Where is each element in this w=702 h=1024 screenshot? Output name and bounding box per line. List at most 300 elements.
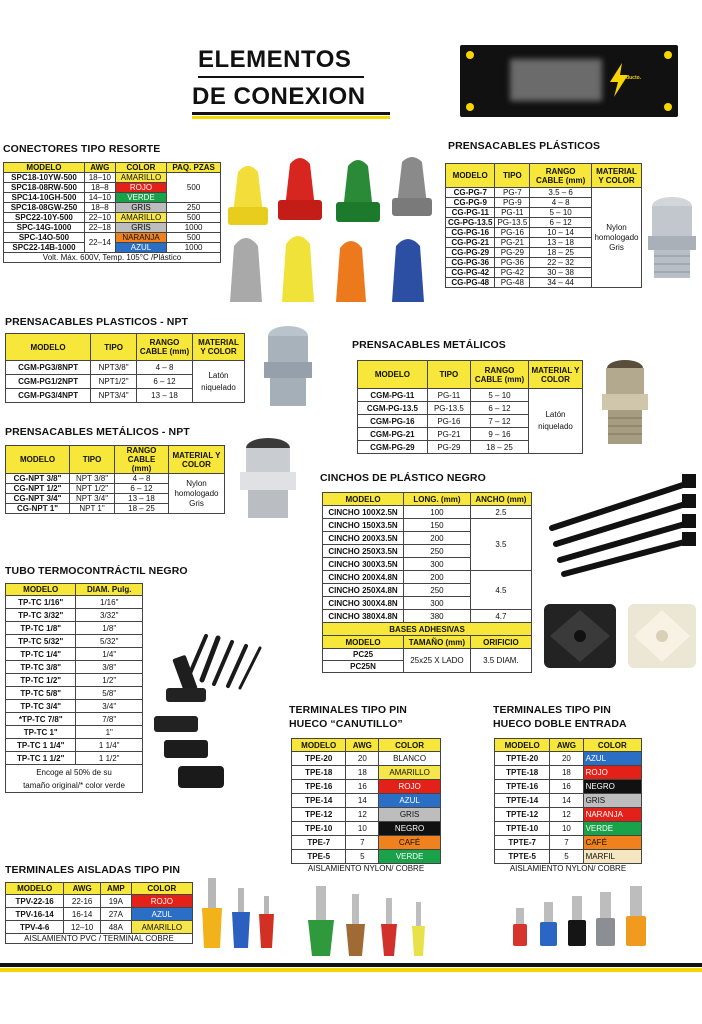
- table-cell: NPT3/8": [91, 361, 137, 375]
- table-cell: 1 1/2": [76, 752, 143, 765]
- table-row: [4, 203, 221, 213]
- table-cell: TPTE-10: [495, 822, 550, 836]
- table-row: [446, 188, 642, 198]
- table-cell: PG-21: [495, 238, 530, 248]
- table-row: [323, 649, 532, 661]
- table-row: [6, 596, 143, 609]
- col-header: AWG: [84, 163, 115, 173]
- table-row: [292, 808, 441, 822]
- wire-nut-blue: [392, 239, 424, 302]
- table-row: [6, 700, 143, 713]
- screw-icon: [664, 51, 672, 59]
- table-cell: 500: [167, 233, 221, 243]
- table-tubo: [5, 583, 143, 793]
- col-header: RANGO CABLE (mm): [471, 361, 529, 389]
- col-header: MODELO: [323, 493, 404, 506]
- page-title-line1: ELEMENTOS: [198, 46, 352, 73]
- section-title-doble-1: TERMINALES TIPO PIN: [493, 704, 611, 716]
- table-row: [292, 836, 441, 850]
- table-cell: NPT3/4": [91, 389, 137, 403]
- col-header: COLOR: [131, 883, 192, 895]
- table-cell: 18–10: [84, 173, 115, 183]
- plastic-gland-image: [644, 194, 700, 284]
- table-cell: CINCHO 100X2.5N: [323, 506, 404, 519]
- table-cell: 3.5: [470, 519, 531, 571]
- bases-title-row: [323, 623, 532, 636]
- table-cell: TPV-4-6: [6, 921, 64, 934]
- table-pg-plasticos: [445, 163, 642, 288]
- table-cell: TPE-20: [292, 752, 346, 766]
- table-row: [6, 361, 245, 375]
- table-cell: CAFÉ: [583, 836, 641, 850]
- table-cell: 18–8: [84, 183, 115, 193]
- metal-gland-image: [594, 356, 656, 450]
- table-cell: SPC18-10YW-500: [4, 173, 85, 183]
- table-row: [358, 389, 583, 402]
- table-cell: TPTE-5: [495, 850, 550, 864]
- table-cell: 100: [404, 506, 471, 519]
- table-row: [495, 822, 642, 836]
- table-cell: VERDE: [583, 822, 641, 836]
- table-cell: CGM-PG-21: [358, 428, 428, 441]
- table-cell: CINCHO 300X3.5N: [323, 558, 404, 571]
- table-header-row: [4, 163, 221, 173]
- table-row: [6, 635, 143, 648]
- table-cell: 4 – 8: [137, 361, 193, 375]
- table-row: [292, 822, 441, 836]
- table-cell: 1 1/4": [76, 739, 143, 752]
- table-cell: SPC18-08GW-250: [4, 203, 85, 213]
- table-cell: 200: [404, 571, 471, 584]
- table-cell: 18 – 25: [115, 504, 169, 514]
- table-cell: 22-16: [64, 895, 101, 908]
- table-cell: 7: [550, 836, 583, 850]
- table-cell: TPTE-18: [495, 766, 550, 780]
- table-row: [6, 674, 143, 687]
- table-cell: TPTE-12: [495, 808, 550, 822]
- table-row: [495, 850, 642, 864]
- table-header-row: [6, 446, 225, 474]
- table-cell: 6 – 12: [471, 402, 529, 415]
- table-row: [6, 661, 143, 674]
- table-cell: Latón niquelado: [529, 389, 583, 454]
- table-cell: 18–8: [84, 203, 115, 213]
- table-cell: 200: [404, 532, 471, 545]
- table-cell: AMARILLO: [115, 173, 166, 183]
- insulated-pin-terminals-image: [198, 874, 284, 952]
- table-row: [6, 739, 143, 752]
- table-cell: PG-29: [427, 441, 470, 454]
- table-cell: TP-TC 1/8": [6, 622, 76, 635]
- footer-bar-yellow: [0, 968, 702, 972]
- table-cell: CG-PG-13.5: [446, 218, 495, 228]
- table-cell: CG-NPT 1": [6, 504, 70, 514]
- table-cell: PG-11: [427, 389, 470, 402]
- table-cell: CINCHO 300X4.8N: [323, 597, 404, 610]
- table-cell: CGM-PG-29: [358, 441, 428, 454]
- table-cell: 25x25 X LADO: [404, 649, 471, 673]
- section-title-pg-plasticos: PRENSACABLES PLÁSTICOS: [448, 140, 601, 152]
- footer-line: Encoge al 50% de su: [36, 767, 112, 777]
- screw-icon: [664, 103, 672, 111]
- table-cell: 4 – 8: [115, 474, 169, 484]
- page-title-line2: DE CONEXION: [192, 83, 366, 110]
- table-cell: PG-16: [495, 228, 530, 238]
- table-row: [4, 223, 221, 233]
- table-cell: AMARILLO: [379, 766, 441, 780]
- table-cell: 22 – 32: [530, 258, 592, 268]
- table-cell: NPT 3/4": [70, 494, 115, 504]
- table-cell: CGM-PG-16: [358, 415, 428, 428]
- table-cell: CGM-PG-13.5: [358, 402, 428, 415]
- table-cell: 1/4": [76, 648, 143, 661]
- title-underline-black: [192, 112, 390, 115]
- table-cell: CG-PG-36: [446, 258, 495, 268]
- table-header-row: [358, 361, 583, 389]
- table-cell: 1000: [167, 243, 221, 253]
- table-cell: CG-PG-9: [446, 198, 495, 208]
- col-header: TIPO: [427, 361, 470, 389]
- table-cell: TP-TC 3/32": [6, 609, 76, 622]
- npt-metal-gland-image: [234, 436, 302, 522]
- twin-entry-terminals-image: [508, 880, 658, 950]
- table-cell: TP-TC 1/2": [6, 674, 76, 687]
- table-cell: 2.5: [470, 506, 531, 519]
- table-cell: 250: [404, 584, 471, 597]
- table-cell: Nylon homologado Gris: [592, 188, 642, 288]
- col-header: MODELO: [6, 584, 76, 596]
- table-cell: 1/8": [76, 622, 143, 635]
- table-cell: NEGRO: [583, 780, 641, 794]
- table-footer: [6, 765, 143, 793]
- col-header: MODELO: [6, 446, 70, 474]
- section-title-doble-2: HUECO DOBLE ENTRADA: [493, 718, 627, 730]
- wire-nut-lightgray: [230, 238, 262, 302]
- table-cell: CG-PG-11: [446, 208, 495, 218]
- col-header: MODELO: [446, 164, 495, 188]
- table-footer: [292, 864, 441, 874]
- table-cell: 380: [404, 610, 471, 623]
- table-cell: Nylon homologado Gris: [169, 474, 225, 514]
- table-cell: TP-TC 3/8": [6, 661, 76, 674]
- table-cell: 18: [346, 766, 379, 780]
- table-row: [292, 780, 441, 794]
- table-cell: 10 – 14: [530, 228, 592, 238]
- table-cell: CG-PG-7: [446, 188, 495, 198]
- section-title-pg-metalicos: PRENSACABLES METÁLICOS: [352, 339, 506, 351]
- table-cell: CAFÉ: [379, 836, 441, 850]
- table-footer: [4, 253, 221, 263]
- table-row: [323, 571, 532, 584]
- table-cell: AZUL: [131, 908, 192, 921]
- section-title-canutillo-1: TERMINALES TIPO PIN: [289, 704, 407, 716]
- table-cell: 14–10: [84, 193, 115, 203]
- table-row: [495, 794, 642, 808]
- table-cell: CG-NPT 1/2": [6, 484, 70, 494]
- table-cell: PG-48: [495, 278, 530, 288]
- col-header: AWG: [346, 739, 379, 752]
- table-row: [6, 895, 193, 908]
- title-underline-yellow: [192, 116, 390, 119]
- table-cell: 5/32": [76, 635, 143, 648]
- table-cell: CINCHO 250X4.8N: [323, 584, 404, 597]
- table-cell: 18 – 25: [530, 248, 592, 258]
- table-cell: 14: [550, 794, 583, 808]
- screw-icon: [466, 103, 474, 111]
- table-cell: BLANCO: [379, 752, 441, 766]
- footer-line: tamaño original/* color verde: [23, 780, 125, 790]
- table-header-row: [323, 493, 532, 506]
- table-row: [6, 713, 143, 726]
- table-cell: CGM-PG3/4NPT: [6, 389, 91, 403]
- col-header: AWG: [64, 883, 101, 895]
- table-cell: GRIS: [583, 794, 641, 808]
- section-title-conectores: CONECTORES TIPO RESORTE: [3, 143, 161, 155]
- section-title-aisladas: TERMINALES AISLADAS TIPO PIN: [5, 864, 181, 876]
- table-cell: CINCHO 150X3.5N: [323, 519, 404, 532]
- table-cell: TP-TC 5/8": [6, 687, 76, 700]
- table-cell: CG-PG-48: [446, 278, 495, 288]
- table-cell: NPT1/2": [91, 375, 137, 389]
- table-cell: 13 – 18: [115, 494, 169, 504]
- table-pg-metalicos: [357, 360, 583, 454]
- col-header: MODELO: [6, 883, 64, 895]
- table-cell: VERDE: [379, 850, 441, 864]
- table-cell: 12: [550, 808, 583, 822]
- table-row: [6, 687, 143, 700]
- table-cell: ROJO: [583, 766, 641, 780]
- table-cell: AMARILLO: [131, 921, 192, 934]
- table-cell: 7/8": [76, 713, 143, 726]
- table-header-row: [6, 883, 193, 895]
- table-cell: TP-TC 1/16": [6, 596, 76, 609]
- table-cell: TPE-5: [292, 850, 346, 864]
- table-cell: ROJO: [115, 183, 166, 193]
- wire-nut-yellow: [228, 166, 268, 225]
- col-header: COLOR: [115, 163, 166, 173]
- table-cell: GRIS: [379, 808, 441, 822]
- section-title-npt-plasticos: PRENSACABLES PLASTICOS - NPT: [5, 316, 189, 328]
- table-row: [4, 173, 221, 183]
- table-npt-metalicos: [5, 445, 225, 514]
- table-row: [323, 519, 532, 532]
- table-cell: NARANJA: [115, 233, 166, 243]
- table-header-row: [323, 636, 532, 649]
- table-row: [323, 610, 532, 623]
- table-cell: 22–10: [84, 213, 115, 223]
- table-row: [292, 850, 441, 864]
- table-cell: 16: [346, 780, 379, 794]
- table-cell: 3.5 DIAM.: [470, 649, 531, 673]
- table-cell: 12: [346, 808, 379, 822]
- table-cell: PG-7: [495, 188, 530, 198]
- table-cell: 18: [550, 766, 583, 780]
- table-cell: TPV-16-14: [6, 908, 64, 921]
- col-header: RANGO CABLE (mm): [530, 164, 592, 188]
- table-cell: AISLAMIENTO PVC / TERMINAL COBRE: [6, 934, 193, 944]
- col-header: COLOR: [379, 739, 441, 752]
- table-cell: SPC18-08RW-500: [4, 183, 85, 193]
- table-cell: CINCHO 200X3.5N: [323, 532, 404, 545]
- table-cell: 7: [346, 836, 379, 850]
- table-row: [292, 752, 441, 766]
- table-cell: 20: [550, 752, 583, 766]
- table-cell: [6, 765, 143, 793]
- table-cell: AZUL: [583, 752, 641, 766]
- table-cell: PG-21: [427, 428, 470, 441]
- table-cell: 150: [404, 519, 471, 532]
- adhesive-base-white-image: [624, 600, 700, 672]
- col-header: TIPO: [70, 446, 115, 474]
- table-cell: 3/4": [76, 700, 143, 713]
- col-header: MODELO: [495, 739, 550, 752]
- table-cell: 5/8": [76, 687, 143, 700]
- col-header: COLOR: [583, 739, 641, 752]
- table-cell: PG-13.5: [427, 402, 470, 415]
- wire-nuts-illustration: [224, 152, 444, 307]
- table-cell: 10: [550, 822, 583, 836]
- table-row: [292, 766, 441, 780]
- table-row: [6, 622, 143, 635]
- col-header: TIPO: [91, 334, 137, 361]
- table-cell: 6 – 12: [137, 375, 193, 389]
- table-cell: CG-PG-16: [446, 228, 495, 238]
- table-cell: 13 – 18: [530, 238, 592, 248]
- table-cell: *TP-TC 7/8": [6, 713, 76, 726]
- table-cell: 48A: [100, 921, 131, 934]
- adhesive-base-black-image: [540, 600, 620, 672]
- table-cell: AISLAMIENTO NYLON/ COBRE: [509, 864, 627, 874]
- table-cell: MARFIL: [583, 850, 641, 864]
- table-cell: CG-NPT 3/4": [6, 494, 70, 504]
- table-cell: SPC-14O-500: [4, 233, 85, 243]
- table-cell: CGM-PG3/8NPT: [6, 361, 91, 375]
- table-header-row: [292, 739, 441, 752]
- table-cell: AZUL: [115, 243, 166, 253]
- table-cell: PG-11: [495, 208, 530, 218]
- table-row: [323, 506, 532, 519]
- table-cell: 6 – 12: [530, 218, 592, 228]
- table-cell: 300: [404, 558, 471, 571]
- table-cell: PG-36: [495, 258, 530, 268]
- table-footer: [495, 864, 642, 874]
- table-cell: NPT 1": [70, 504, 115, 514]
- table-cell: 10: [346, 822, 379, 836]
- table-cell: NPT 1/2": [70, 484, 115, 494]
- table-cell: PG-16: [427, 415, 470, 428]
- blurred-brand-mark: [510, 59, 602, 101]
- table-cell: ROJO: [131, 895, 192, 908]
- table-row: [495, 808, 642, 822]
- table-cell: AMARILLO: [115, 213, 166, 223]
- table-cell: TPTE-7: [495, 836, 550, 850]
- table-header-row: [495, 739, 642, 752]
- table-cell: PC25N: [323, 661, 404, 673]
- brand-logo-panel: [460, 45, 678, 117]
- table-cell: CG-NPT 3/8": [6, 474, 70, 484]
- col-header: RANGO CABLE (mm): [137, 334, 193, 361]
- table-cell: 30 – 38: [530, 268, 592, 278]
- table-cell: PG-13.5: [495, 218, 530, 228]
- col-header: MODELO: [6, 334, 91, 361]
- table-cell: CINCHO 380X4.8N: [323, 610, 404, 623]
- table-cell: 19A: [100, 895, 131, 908]
- npt-plastic-gland-image: [258, 322, 316, 410]
- table-cell: TPE-16: [292, 780, 346, 794]
- table-cell: TPE-12: [292, 808, 346, 822]
- table-row: [292, 794, 441, 808]
- table-cell: TP-TC 1 1/2": [6, 752, 76, 765]
- table-row: [6, 648, 143, 661]
- table-cell: 3/8": [76, 661, 143, 674]
- table-cell: 16: [550, 780, 583, 794]
- table-cell: 20: [346, 752, 379, 766]
- table-row: [6, 908, 193, 921]
- table-cell: GRIS: [115, 203, 166, 213]
- table-cell: TPTE-20: [495, 752, 550, 766]
- col-header: MODELO: [323, 636, 404, 649]
- table-aisladas: [5, 882, 193, 944]
- col-header: AMP: [100, 883, 131, 895]
- table-cell: 1": [76, 726, 143, 739]
- table-cell: SPC-14G-1000: [4, 223, 85, 233]
- table-cell: NPT 3/8": [70, 474, 115, 484]
- canutillo-terminals-image: [300, 880, 440, 960]
- table-cell: PC25: [323, 649, 404, 661]
- table-cell: CG-PG-21: [446, 238, 495, 248]
- table-cell: AZUL: [379, 794, 441, 808]
- table-doble: [494, 738, 642, 874]
- col-header: TAMAÑO (mm): [404, 636, 471, 649]
- col-header: LONG. (mm): [404, 493, 471, 506]
- screw-icon: [466, 51, 474, 59]
- table-cell: TP-TC 1/4": [6, 648, 76, 661]
- table-cell: 22–18: [84, 223, 115, 233]
- table-cell: 4 – 8: [530, 198, 592, 208]
- table-cell: CINCHO 200X4.8N: [323, 571, 404, 584]
- col-header: DIAM. Pulg.: [76, 584, 143, 596]
- col-header: AWG: [550, 739, 583, 752]
- table-cell: 5: [550, 850, 583, 864]
- table-row: [495, 780, 642, 794]
- wire-nut-red: [278, 158, 322, 220]
- table-row: [495, 752, 642, 766]
- table-cell: 18 – 25: [471, 441, 529, 454]
- table-row: [6, 609, 143, 622]
- table-cell: 500: [167, 213, 221, 223]
- col-header: MODELO: [4, 163, 85, 173]
- section-title-tubo: TUBO TERMOCONTRÁCTIL NEGRO: [5, 565, 188, 577]
- table-cell: TPE-14: [292, 794, 346, 808]
- col-header: MATERIAL Y COLOR: [529, 361, 583, 389]
- cable-ties-image: [542, 470, 702, 580]
- table-cell: 4.5: [470, 571, 531, 610]
- table-row: [6, 726, 143, 739]
- table-cell: TP-TC 1 1/4": [6, 739, 76, 752]
- table-cell: 3.5 – 6: [530, 188, 592, 198]
- col-header: PAQ. PZAS: [167, 163, 221, 173]
- table-cell: 300: [404, 597, 471, 610]
- table-cell: 6 – 12: [115, 484, 169, 494]
- table-row: [495, 836, 642, 850]
- table-cell: 1000: [167, 223, 221, 233]
- col-header: MODELO: [292, 739, 346, 752]
- wire-nut-orange: [336, 241, 366, 302]
- table-cell: NEGRO: [379, 822, 441, 836]
- table-cell: PG-42: [495, 268, 530, 278]
- table-cell: TP-TC 1": [6, 726, 76, 739]
- footer-bar-black: [0, 963, 702, 967]
